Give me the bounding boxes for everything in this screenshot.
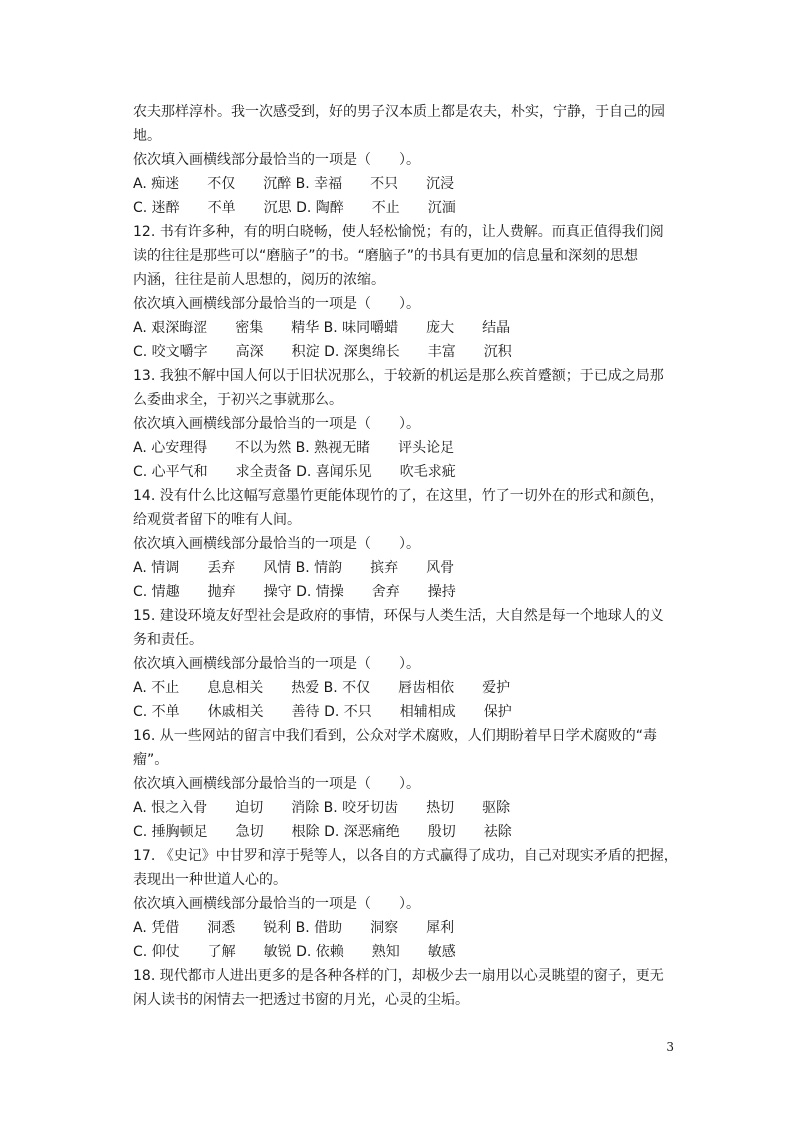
q11-options-ab: A. 痴迷 不仅 沉醉 B. 幸福 不只 沉浸	[133, 176, 455, 192]
q12-options-ab: A. 艰深晦涩 密集 精华 B. 味同嚼蜡 庞大 结晶	[133, 320, 511, 336]
q12-line-2: 读的往往是那些可以“磨脑子”的书。“磨脑子”的书具有更加的信息量和深刻的思想	[133, 248, 639, 264]
page-number: 3	[666, 1040, 674, 1054]
document-body	[133, 100, 678, 1012]
intro-line-1: 农夫那样淳朴。我一次感受到，好的男子汉本质上都是农夫，朴实，宁静，于自己的园	[133, 104, 665, 120]
q16-options-ab: A. 恨之入骨 迫切 消除 B. 咬牙切齿 热切 驱除	[133, 800, 511, 816]
intro-line-2: 地。	[133, 128, 161, 144]
q16-prompt: 依次填入画横线部分最恰当的一项是（ ）。	[133, 776, 420, 792]
q16-line-1: 16. 从一些网站的留言中我们看到，公众对学术腐败，人们期盼着早日学术腐败的“毒	[133, 728, 657, 744]
q13-prompt: 依次填入画横线部分最恰当的一项是（ ）。	[133, 416, 420, 432]
q17-options-ab: A. 凭借 洞悉 锐利 B. 借助 洞察 犀利	[133, 920, 455, 936]
q11-options-cd: C. 迷醉 不单 沉思 D. 陶醉 不止 沉湎	[133, 200, 456, 216]
q12-line-1: 12. 书有许多种，有的明白晓畅，使人轻松愉悦；有的，让人费解。而真正值得我们阅	[133, 224, 664, 240]
q11-prompt: 依次填入画横线部分最恰当的一项是（ ）。	[133, 152, 420, 168]
q13-options-cd: C. 心平气和 求全责备 D. 喜闻乐见 吹毛求疵	[133, 464, 456, 480]
q13-line-2: 么委曲求全，于初兴之事就那么。	[133, 392, 343, 408]
q15-options-cd: C. 不单 休戚相关 善待 D. 不只 相辅相成 保护	[133, 704, 512, 720]
q14-line-2: 给观赏者留下的唯有人间。	[133, 512, 301, 528]
q18-line-1: 18. 现代都市人进出更多的是各种各样的门，却极少去一扇用以心灵眺望的窗子，更无	[133, 968, 664, 984]
q15-line-2: 务和责任。	[133, 632, 203, 648]
q12-line-3: 内涵，往往是前人思想的，阅历的浓缩。	[133, 272, 385, 288]
q12-prompt: 依次填入画横线部分最恰当的一项是（ ）。	[133, 296, 420, 312]
q15-prompt: 依次填入画横线部分最恰当的一项是（ ）。	[133, 656, 420, 672]
q14-options-cd: C. 情趣 抛弃 操守 D. 情操 舍弃 操持	[133, 584, 456, 600]
q12-options-cd: C. 咬文嚼字 高深 积淀 D. 深奥绵长 丰富 沉积	[133, 344, 512, 360]
q15-options-ab: A. 不止 息息相关 热爱 B. 不仅 唇齿相依 爱护	[133, 680, 511, 696]
q17-prompt: 依次填入画横线部分最恰当的一项是（ ）。	[133, 896, 420, 912]
q16-line-2: 瘤”。	[133, 752, 169, 768]
q18-line-2: 闲人读书的闲情去一把透过书窗的月光，心灵的尘垢。	[133, 992, 469, 1008]
q14-prompt: 依次填入画横线部分最恰当的一项是（ ）。	[133, 536, 420, 552]
q17-options-cd: C. 仰仗 了解 敏锐 D. 依赖 熟知 敏感	[133, 944, 456, 960]
q14-options-ab: A. 情调 丢弃 风情 B. 情韵 摈弃 风骨	[133, 560, 455, 576]
q15-line-1: 15. 建设环境友好型社会是政府的事情，环保与人类生活，大自然是每一个地球人的义	[133, 608, 664, 624]
q17-line-1: 17. 《史记》中甘罗和淳于髡等人，以各自的方式赢得了成功，自己对现实矛盾的把握，	[133, 848, 678, 864]
q13-options-ab: A. 心安理得 不以为然 B. 熟视无睹 评头论足	[133, 440, 455, 456]
q17-line-2: 表现出一种世道人心的。	[133, 872, 287, 888]
q16-options-cd: C. 捶胸顿足 急切 根除 D. 深恶痛绝 殷切 祛除	[133, 824, 512, 840]
q13-line-1: 13. 我独不解中国人何以于旧状况那么，于较新的机运是那么疾首蹙额；于已成之局那	[133, 368, 664, 384]
q14-line-1: 14. 没有什么比这幅写意墨竹更能体现竹的了，在这里，竹了一切外在的形式和颜色，	[133, 488, 664, 504]
